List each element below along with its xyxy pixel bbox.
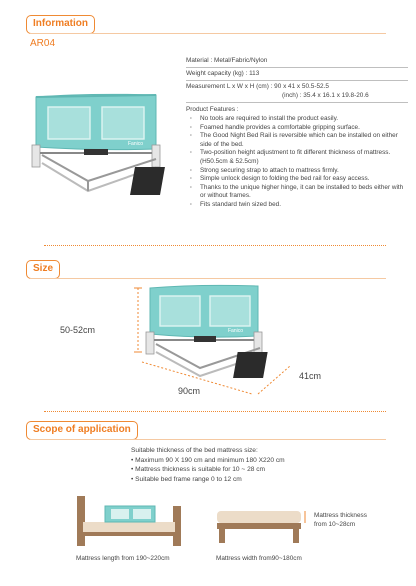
width-caption: Mattress width from90~180cm (216, 555, 302, 562)
features-list (186, 115, 408, 210)
scope-line: • Maximum 90 X 190 cm and minimum 180 X220 cm (131, 456, 285, 464)
section-separator (44, 411, 386, 412)
scope-line: • Suitable bed frame range 0 to 12 cm (131, 475, 242, 483)
feature-item: · Two-position height adjustment to fit different thickness of mattress. (H50.5cm & 52.5cm) (186, 149, 408, 166)
brand-label: Fanico (228, 328, 244, 334)
length-caption: Mattress length from 190~220cm (76, 555, 170, 562)
information-tag: Information (26, 15, 95, 34)
information-divider (30, 33, 386, 34)
thickness-caption (314, 511, 367, 529)
thickness-caption-line: from 10~28cm (314, 521, 356, 528)
spec-measurement (186, 81, 408, 103)
feature-item: · Simple unlock design to folding the bed rail for easy access. (186, 175, 408, 184)
scope-text (131, 446, 285, 484)
section-separator (44, 245, 386, 246)
scope-line: Suitable thickness of the bed mattress size: (131, 447, 258, 454)
feature-item: · Foamed handle provides a comfortable gripping surface. (186, 124, 408, 133)
spec-measurement-inch: (inch) : 35.4 x 16.1 x 19.8-20.6 (282, 91, 369, 99)
bed-width-illustration (215, 505, 307, 545)
spec-table (186, 55, 408, 210)
feature-item: · Fits standard twin sized bed. (186, 201, 408, 210)
bed-length-illustration (75, 492, 185, 548)
height-dimension: 50-52cm (60, 325, 96, 335)
scope-line: • Mattress thickness is suitable for 10 ~ 28 cm (131, 466, 266, 474)
feature-item: · Thanks to the unique higher hinge, it can be installed to beds either with or without frames. (186, 184, 408, 201)
size-divider (30, 278, 386, 279)
feature-item: · No tools are required to install the product easily. (186, 115, 408, 124)
width-dimension: 41cm (299, 371, 322, 381)
product-code: AR04 (30, 38, 56, 49)
features-title: Product Features : (186, 106, 239, 113)
feature-item: · Strong securing strap to attach to mattress firmly. (186, 167, 408, 176)
feature-item: · The Good Night Bed Rail is reversible which can be installed on either side of the bed. (186, 132, 408, 149)
spec-weight: Weight capacity (kg) : 113 (186, 68, 408, 81)
thickness-caption-line: Mattress thickness (314, 512, 367, 519)
spec-material: Material : Metal/Fabric/Nylon (186, 55, 408, 68)
bed-rail-image (28, 93, 188, 199)
length-dimension: 90cm (178, 386, 201, 396)
brand-label: Fanico (128, 141, 144, 147)
scope-divider (30, 439, 386, 440)
spec-measurement-cm: Measurement L x W x H (cm) : 90 x 41 x 50.5-52.5 (186, 83, 329, 90)
size-tag: Size (26, 260, 60, 279)
scope-tag: Scope of application (26, 421, 138, 440)
bed-rail-dimension-image (130, 282, 330, 410)
